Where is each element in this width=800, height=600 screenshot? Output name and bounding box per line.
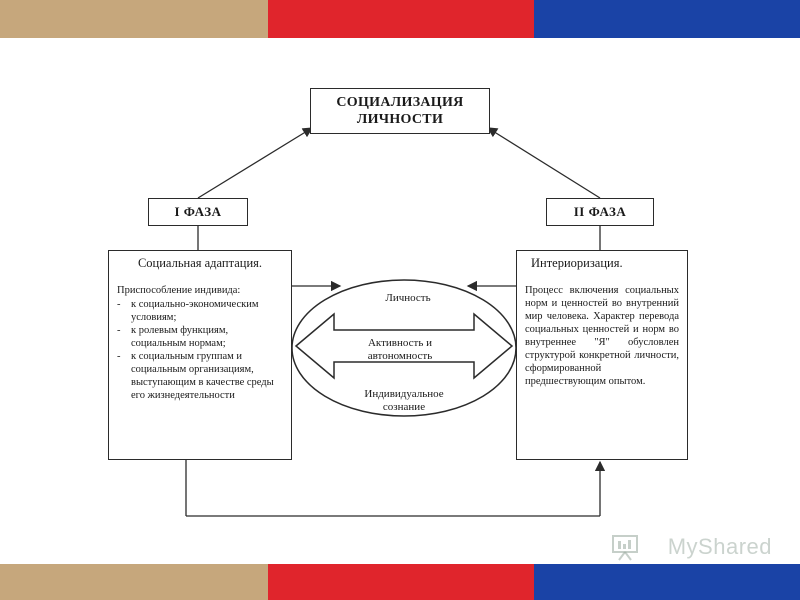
left-box-heading: Социальная адаптация.	[137, 256, 263, 270]
left-box-intro: Приспособление индивида:	[117, 285, 241, 296]
bottom-stripe-gold	[0, 564, 268, 600]
center-label-activity: Активность и автономность	[367, 337, 433, 362]
center-label-consciousness: Индивидуальное сознание	[364, 388, 444, 413]
title-line2: ЛИЧНОСТИ	[356, 112, 444, 127]
list-item: - к ролевым функциям, социальным нормам;	[117, 324, 283, 350]
arrow-phase2-to-title	[488, 128, 600, 198]
left-box-social-adaptation	[108, 250, 292, 460]
bottom-stripe-blue	[534, 564, 800, 600]
watermark-text: MyShared	[667, 534, 772, 559]
right-box-interiorization	[516, 250, 688, 460]
center-label-personality: Личность	[385, 292, 431, 304]
arrow-phase1-to-title	[198, 128, 312, 198]
title-box	[310, 88, 490, 134]
presentation-icon	[610, 532, 640, 562]
right-box-heading: Интериоризация.	[531, 256, 623, 270]
list-item: - к социально-экономическим условиям;	[117, 298, 283, 324]
title-line1: СОЦИАЛИЗАЦИЯ	[336, 95, 464, 110]
bottom-stripe-red	[268, 564, 534, 600]
left-box-list	[117, 298, 283, 402]
list-item: - к социальным группам и социальным организациям, выступающим в качестве среды его жизнедеятельности	[117, 350, 283, 402]
phase2-box: II ФАЗА	[546, 198, 654, 226]
right-box-body: Процесс включения социальных норм и ценностей во внутренний мир человека. Характер перевода социальных ценностей и норм во внутреннее "Я" обусловлен структурой конкретной личности, сформированной предшествующим опытом.	[525, 285, 679, 387]
phase1-box: I ФАЗА	[148, 198, 248, 226]
